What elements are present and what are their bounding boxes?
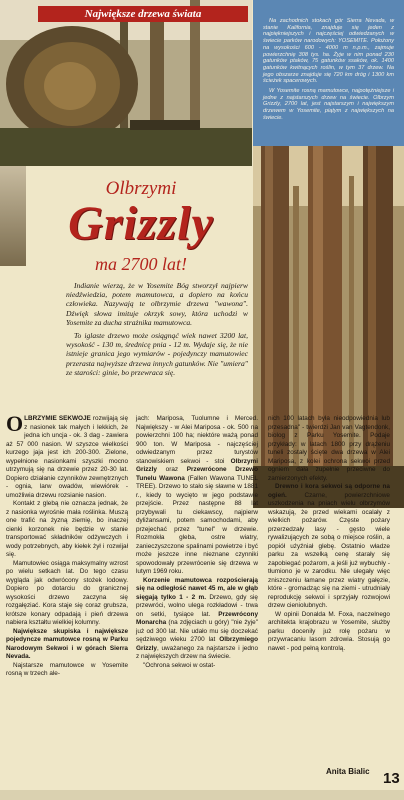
photo-tree-trunk — [0, 166, 26, 266]
col1-paragraph-1 — [6, 411, 128, 500]
col2-text-6: , uważanego za najstarsze i jedno z największych drzew na świecie. — [136, 644, 258, 660]
col1-paragraph-5: Najstarsze mamutowce w Yosemite rosną w trzech ale- — [6, 661, 128, 677]
article-lead — [66, 281, 248, 381]
author-name: Anita Bialic — [326, 767, 370, 776]
col2-text-5: (na zdjęciach u góry) "nie żyje" już od 300 lat. Nie udało mu się doczekać sędziwego wieku 2700 lat — [136, 619, 258, 643]
col3-paragraph-2 — [268, 483, 390, 611]
yosemite-info-box — [253, 0, 404, 146]
title-line-3: ma 2700 lat! — [95, 254, 187, 274]
col1-paragraph-4: Największe skupiska i największe pojedyncze mamutowce rosną w Parku Narodowym Sekwoi i w górach Sierra Nevada. — [6, 627, 128, 660]
col2-paragraph-2 — [136, 577, 258, 662]
column-2 — [136, 415, 258, 670]
sidebar-paragraph-2: W Yosemite rosną mamutowce, najpotężniejsze i jedne z najstarszych drzew na świecie. Olbrzym Grizzly, 2700 lat, jest najstarszym i największym drzewem w Yosemite, piątym z największych na świecie. — [263, 88, 394, 121]
photo-fallen-sequoia-illustration — [0, 0, 252, 166]
col2-bold-grizzly: Olbrzymi Grizzly — [136, 457, 258, 473]
column-1 — [6, 411, 128, 679]
photo-fallen-sequoia — [0, 0, 252, 166]
col3-bold-fire: Drewno i kora sekwoi są odporne na ogień. — [268, 483, 390, 499]
col2-text-4: Drzewo, gdy się przewróci, wolno ulega rozkładowi - trwa on setki, tysiące lat. — [136, 593, 258, 618]
col2-bold-tunnel: Przewrócone Drzewo Tunelu Wawona — [136, 466, 258, 482]
column-3 — [268, 415, 390, 653]
col1-lead: LBRZYMIE SEKWOJE — [24, 415, 91, 422]
col2-text-3: (Fallen Wawona TUNEL TREE). Drzewo to stało się sławne w 1881 r., kiedy to wycięto w jego podstawie przejście. Przez następne 88 lat przybywali tu ciekawscy, najpierw dyliżansami, potem samochodami, aby przejechać przez "tunel" w drzewie. Rozmokła gleba, ostre wiatry, zanieczyszczone spalinami powietrze i być może jeszcze inne nieznane czynniki spowodowały przewrócenie się drzewa w lutym 1969 roku. — [136, 474, 258, 575]
col2-text-1: jach: Mariposa, Tuolumne i Merced. Największy - w Alei Mariposa - ok. 500 na powierzchni 100 ha; niektóre ważą ponad 900 ton. W Mariposa - najczęściej odwiedzanym przez turystów stanowiskiem sekwoi - stoi — [136, 415, 258, 465]
col3-text-1: Czarne, powierzchniowe uszkodzenia na pniach wielu olbrzymów wskazują, że przed wiekami ocalały z wielkich pożarów. Częste pożary przerzedzały lasy - gęsto wiele rywalizujących ze sobą o miejsce roślin, a popiół użyźniał glebę. Ostatnio władze parku za wszelką cenę starały się zapobiegać pożarom, a jeśli już wybuchły - tłumiono je w zarodku. Nie ulegały więc zniszczeniu łamane przez wiatry gałęzie, które - gromadząc się na ziemi - utrudniały reprodukcję sekwoi i sprzyjały rozwojowi drzew cieniolubnych. — [268, 491, 390, 609]
page-number: 13 — [383, 770, 400, 787]
article-body — [6, 411, 400, 800]
col3-paragraph-1: nich 100 latach była nieodpowiednia lub przesadna" - twierdzi Jan van Vagtendonk, biolog z Parku Yosemite. Podaje przykłady: w latach 1800 przy drążeniu tuneli zostały ścięte dwa drzewa w Alei Mariposa, z kolei ochrona sekwoi przed ogniem dała zupełnie przeciwne do zamierzonych efekty. — [268, 415, 390, 482]
lead-paragraph-2: To iglaste drzewo może osiągnąć wiek nawet 3200 lat, wysokość - 130 m, średnicę pnia - 12 m. Wydaje się, że nie istnieje granica jego wymiarów - pojedynczy mamutowiec przerasta najwyższe drzewa innych gatunków. Nie "umiera" ze starości: ginie, bo przewraca się. — [66, 331, 248, 377]
col2-paragraph-1 — [136, 415, 258, 577]
sidebar-paragraph-1: Na zachodnich stokach gór Sierra Nevada, w stanie Kalifornia, znajduje się jeden z najpiękniejszych i najczęściej odwiedzanych w świecie parków narodowych: YOSEMITE. Położony na wysokości 600 - 4000 m n.p.m., zajmuje powierzchnię 308 tys. ha. Żyje w nim ponad 230 gatunków ptaków, 75 gatunków ssaków, ok. 1400 gatunków kwitnących roślin, w tym 37 drzew. Na jego obszarze znajduje się 720 km dróg i 1300 km ścieżek spacerowych. — [263, 18, 394, 85]
series-title: Największe drzewa świata — [38, 6, 248, 22]
article-title — [30, 168, 252, 278]
col2-bold-monarch: Przewrócony Monarcha — [136, 610, 258, 626]
title-line-1: Olbrzymi — [105, 178, 177, 199]
col2-bold-roots: Korzenie mamutowca rozpościerają się na odległość nawet 45 m, ale w głąb sięgają tylko 1 - 2 m. — [136, 576, 258, 601]
col1-text-1: rozwijają się z nasionek tak małych i lekkich, że jedna ich uncja - ok. 3 dag - zawiera aż 57 000 nasion. W szyszce wielkości kurzego jaja jest ich 200-300. Zielone, wypełnione nasionkami szyszki mocno utrzymują się na drzewie przez 20-30 lat. Dopiero działanie czynników zewnętrznych - ognia, larw owadów, wiewiórek - umożliwia drzewu rozsianie nasion. — [6, 415, 128, 499]
col3-paragraph-3: W opinii Donalda M. Foxa, naczelnego architekta krajobrazu w Yosemite, służby parku docenily już rolę pożaru w przywracaniu lasom zdrowia. Stosują go nawet - pod pełną kontrolą. — [268, 610, 390, 652]
col2-paragraph-3: "Ochrona sekwoi w ostat- — [143, 661, 216, 669]
bottom-strip — [0, 790, 404, 800]
lead-paragraph-1: Indianie wierzą, że w Yosemite Bóg stworzył najpierw niedźwiedzia, potem mamutowca, a dopiero na końcu człowieka. Nazywają te olbrzymie drzewa "wawona". Dźwięk słowa imituje okrzyk sowy, która uchodzi w Yosemite za ducha strażnika mamutowca. — [66, 281, 248, 327]
title-line-2: Grizzly — [68, 197, 214, 250]
col1-paragraph-3: Mamutowiec osiąga maksymalny wzrost po wielu setkach lat. Do tego czasu wygląda jak odwrócony stożek lodowy. Dopiero po dotarciu do granicznej wysokości drzewo zaczyna się rozgałęziać. Kora staje się coraz grubsza, krótsze konary odpadają i pień drzewa nabiera kształtu wielkiej kolumny. — [6, 559, 128, 626]
col2-bold-grizzly-2: Olbrzymiego Grizzly — [136, 636, 258, 652]
col2-text-2: oraz — [156, 466, 187, 473]
drop-cap: O — [6, 411, 24, 436]
col1-paragraph-2: Kontakt z glebą nie oznacza jednak, że z nasionka wyrośnie mała roślinka. Muszą one trafić na żyzną ziemię, bo inaczej cienki korzonek nie będzie w stanie transportować składników odżywczych i wody potrzebnych, aby kiełek żył i rozwijał się. — [6, 500, 128, 558]
